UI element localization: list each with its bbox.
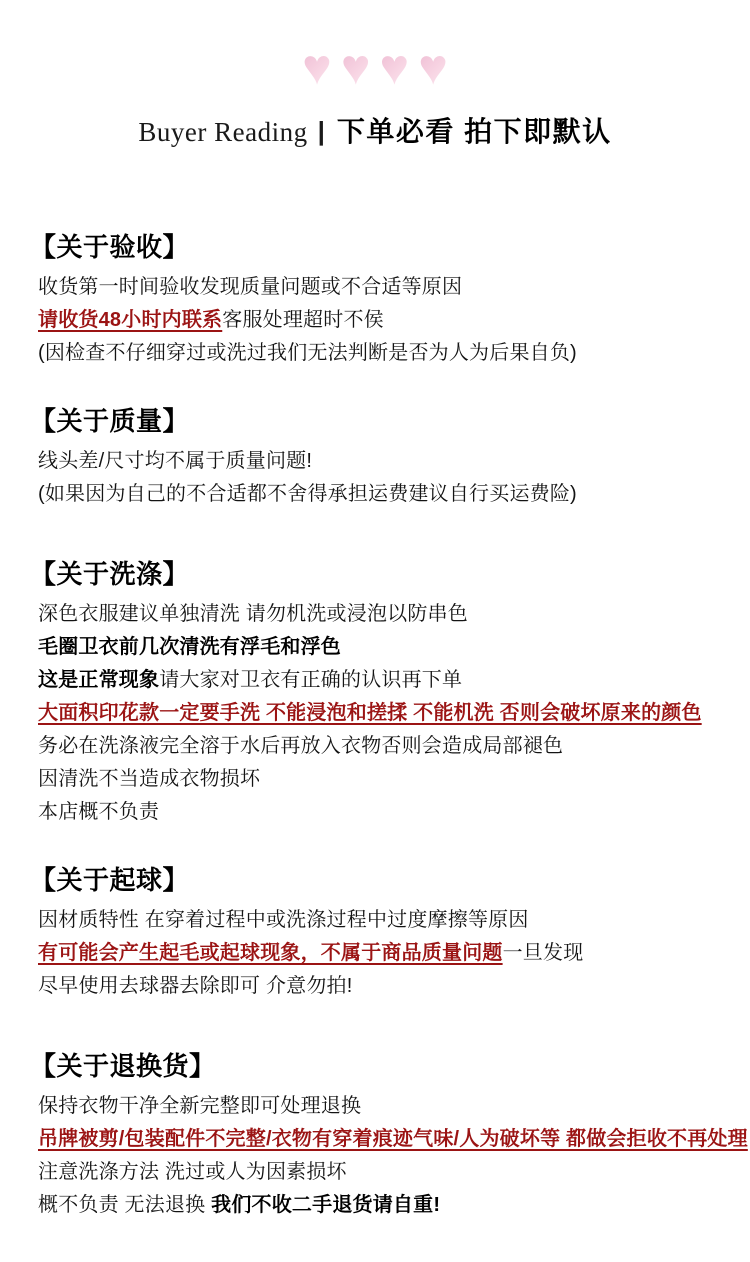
text-segment: 我们不收二手退货请自重! [211,1194,441,1216]
text-line [30,796,720,829]
text-segment: 请收货48小时内联系 [38,309,223,331]
text-segment: (如果因为自己的不合适都不舍得承担运费建议自行买运费险) [38,483,577,505]
text-line [30,730,720,763]
section [30,230,720,370]
text-line [30,598,720,631]
section [30,1049,748,1222]
notice-sections [30,230,748,1222]
section [30,863,720,1003]
text-segment: 客服处理超时不侯 [222,309,384,331]
heart-icon: ♥ [340,39,371,95]
text-line [30,664,720,697]
heart-icon: ♥ [418,39,448,95]
text-line [30,763,720,796]
title-english: Buyer Reading [138,117,308,147]
text-segment: (因检查不仔细穿过或洗过我们无法判断是否为人为后果自负) [38,342,577,364]
heart-icon: ♥ [379,39,410,95]
section [30,557,720,829]
text-segment: 深色衣服建议单独清洗 请勿机洗或浸泡以防串色 [38,603,468,625]
text-segment: 有可能会产生起毛或起球现象，不属于商品质量问题 [38,942,503,964]
text-line [30,697,720,730]
section [30,404,720,511]
text-line [30,631,720,664]
text-line [30,271,720,304]
text-segment: 保持衣物干净全新完整即可处理退换 [38,1095,362,1117]
text-line [30,304,720,337]
text-segment: 请大家对卫衣有正确的认识再下单 [159,669,463,691]
text-segment: 线头差/尺寸均不属于质量问题! [38,450,313,472]
text-segment: 因清洗不当造成衣物损坏 [38,768,261,790]
text-line [30,1189,720,1222]
text-segment: 本店概不负责 [38,801,160,823]
section-heading: 【关于退换货】 [30,1051,216,1081]
text-segment: 吊牌被剪/包装配件不完整/衣物有穿着痕迹气味/人为破坏等 都做会拒收不再处理 [38,1128,748,1150]
text-line [30,1123,748,1156]
text-segment: 大面积印花款一定要手洗 不能浸泡和搓揉 不能机洗 否则会破坏原来的颜色 [38,702,702,724]
text-segment: 因材质特性 在穿着过程中或洗涤过程中过度摩擦等原因 [38,909,529,931]
title-chinese: 下单必看 拍下即默认 [336,116,612,147]
section-heading: 【关于洗涤】 [30,559,190,589]
section-heading: 【关于验收】 [30,232,190,262]
text-line [30,445,720,478]
page-title [30,110,720,146]
section-heading: 【关于质量】 [30,406,190,436]
text-line [30,1090,720,1123]
section-heading: 【关于起球】 [30,865,190,895]
title-separator: | [317,116,325,146]
text-line [30,478,720,511]
text-line [30,1156,720,1189]
hearts-row [30,0,720,95]
text-segment: 注意洗涤方法 洗过或人为因素损坏 [38,1161,347,1183]
heart-icon: ♥ [302,39,332,95]
text-line [30,970,720,1003]
text-segment: 尽早使用去球器去除即可 介意勿拍! [38,975,353,997]
text-line [30,937,720,970]
text-segment: 一旦发现 [502,942,584,964]
text-segment: 概不负责 无法退换 [38,1194,212,1216]
text-segment: 这是正常现象 [38,669,160,691]
text-segment: 务必在洗涤液完全溶于水后再放入衣物否则会造成局部褪色 [38,735,564,757]
text-segment: 收货第一时间验收发现质量问题或不合适等原因 [38,276,463,298]
text-segment: 毛圈卫衣前几次清洗有浮毛和浮色 [38,636,341,658]
text-line [30,904,720,937]
text-line [30,337,720,370]
